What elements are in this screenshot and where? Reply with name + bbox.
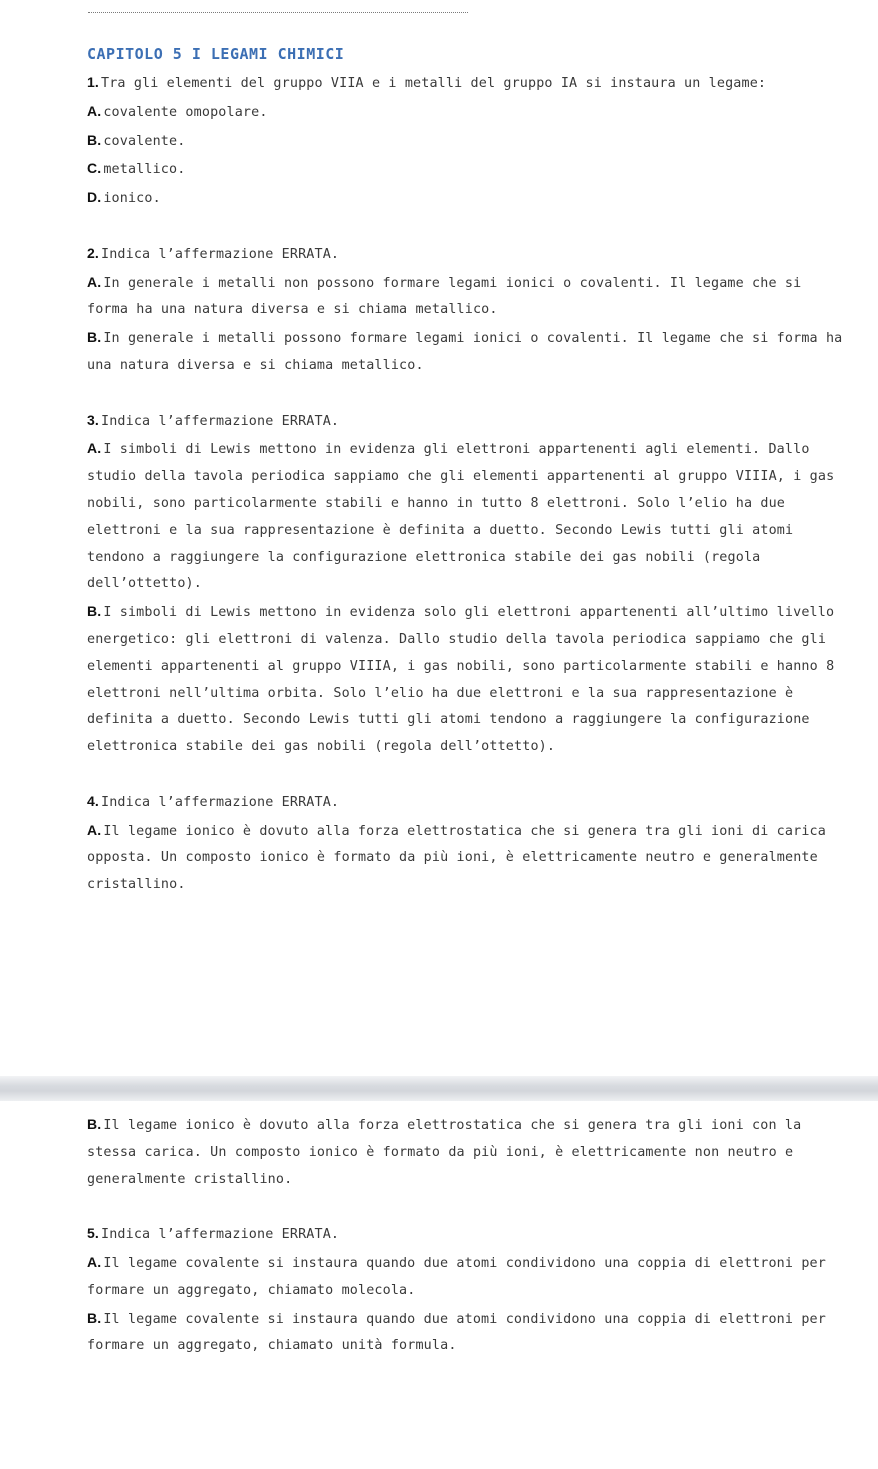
- option-text: ionico.: [103, 191, 161, 207]
- question-number: 1.: [87, 74, 99, 90]
- option-label: A.: [87, 821, 102, 838]
- page-1-content: [87, 41, 848, 899]
- option-label: A.: [87, 440, 102, 457]
- option-label: B.: [87, 1116, 102, 1132]
- option-2b: [87, 324, 848, 380]
- option-text: Il legame covalente si instaura quando due atomi condividono una coppia di elettroni per formare un aggregato, chiamato unità formula.: [87, 1311, 826, 1354]
- question-4: [87, 788, 848, 817]
- option-text: covalente.: [103, 133, 186, 149]
- option-4b: [87, 1111, 848, 1193]
- option-3a: [87, 435, 848, 598]
- option-label: B.: [87, 131, 102, 148]
- option-1b: [87, 127, 848, 156]
- question-text: Indica l’affermazione ERRATA.: [100, 1227, 340, 1243]
- option-text: metallico.: [103, 162, 186, 178]
- page-2: [0, 1101, 878, 1469]
- chapter-title: CAPITOLO 5 I LEGAMI CHIMICI: [87, 45, 345, 63]
- option-label: B.: [87, 603, 102, 620]
- option-4a: [87, 817, 848, 899]
- option-text: I simboli di Lewis mettono in evidenza solo gli elettroni appartenenti all’ultimo livello energetico: gli elettroni di valenza. Dallo studio della tavola periodica sappiamo che gli elementi appartenenti al gruppo VIIIA, i gas nobili, sono particolarmente stabili e hanno 8 elettroni nell’ultima orbita. Solo l’elio ha due elettroni e la sua rappresentazione è definita a duetto. Secondo Lewis tutti gli atomi tendono a raggiungere la configurazione elettronica stabile dei gas nobili (regola dell’ottetto).: [87, 605, 835, 755]
- spacer: [87, 761, 848, 788]
- question-number: 4.: [87, 792, 99, 809]
- option-1c: [87, 155, 848, 184]
- option-label: B.: [87, 329, 102, 346]
- option-label: D.: [87, 189, 102, 206]
- option-label: C.: [87, 160, 102, 177]
- option-1d: [87, 184, 848, 213]
- page-2-content: [87, 1111, 848, 1360]
- option-text: Il legame ionico è dovuto alla forza elettrostatica che si genera tra gli ioni di carica opposta. Un composto ionico è formato da più ioni, è elettricamente neutro e generalmente cristallino.: [87, 823, 826, 893]
- question-text: Indica l’affermazione ERRATA.: [100, 794, 340, 810]
- option-label: A.: [87, 273, 102, 290]
- option-text: covalente omopolare.: [103, 104, 268, 120]
- option-text: I simboli di Lewis mettono in evidenza gli elettroni appartenenti agli elementi. Dallo studio della tavola periodica sappiamo che gli elementi appartenenti al gruppo VIIIA, i gas nobili, sono particolarmente stabili e hanno in tutto 8 elettroni. Solo l’elio ha due elettroni e la sua rappresentazione è definita a duetto. Secondo Lewis tutti gli atomi tendono a raggiungere la configurazione elettronica stabile dei gas nobili (regola dell’ottetto).: [87, 442, 835, 592]
- question-5: [87, 1220, 848, 1249]
- question-number: 5.: [87, 1225, 99, 1242]
- dotted-rule: [88, 4, 468, 13]
- option-text: In generale i metalli possono formare legami ionici o covalenti. Il legame che si forma ha una natura diversa e si chiama metallico.: [87, 331, 843, 373]
- spacer: [87, 1193, 848, 1220]
- question-3: [87, 407, 848, 436]
- question-number: 3.: [87, 411, 99, 428]
- question-1: [87, 69, 848, 98]
- option-5a: [87, 1249, 848, 1305]
- option-3b: [87, 598, 848, 761]
- option-label: B.: [87, 1309, 102, 1326]
- option-label: A.: [87, 1253, 102, 1270]
- question-text: Indica l’affermazione ERRATA.: [100, 246, 340, 262]
- option-text: Il legame ionico è dovuto alla forza elettrostatica che si genera tra gli ioni con la stessa carica. Un composto ionico è formato da più ioni, è elettricamente non neutro e generalmente cristallino.: [87, 1118, 802, 1187]
- option-5b: [87, 1305, 848, 1361]
- question-2: [87, 240, 848, 269]
- option-text: Il legame covalente si instaura quando due atomi condividono una coppia di elettroni per formare un aggregato, chiamato molecola.: [87, 1255, 826, 1298]
- option-text: In generale i metalli non possono formare legami ionici o covalenti. Il legame che si forma ha una natura diversa e si chiama metallico.: [87, 275, 802, 318]
- spacer: [87, 213, 848, 240]
- question-text: Tra gli elementi del gruppo VIIA e i metalli del gruppo IA si instaura un legame:: [100, 76, 767, 91]
- option-1a: [87, 98, 848, 127]
- spacer: [87, 380, 848, 407]
- question-text: Indica l’affermazione ERRATA.: [100, 413, 340, 429]
- option-label: A.: [87, 102, 102, 119]
- option-2a: [87, 269, 848, 325]
- page-break: [0, 1076, 878, 1101]
- question-number: 2.: [87, 244, 99, 261]
